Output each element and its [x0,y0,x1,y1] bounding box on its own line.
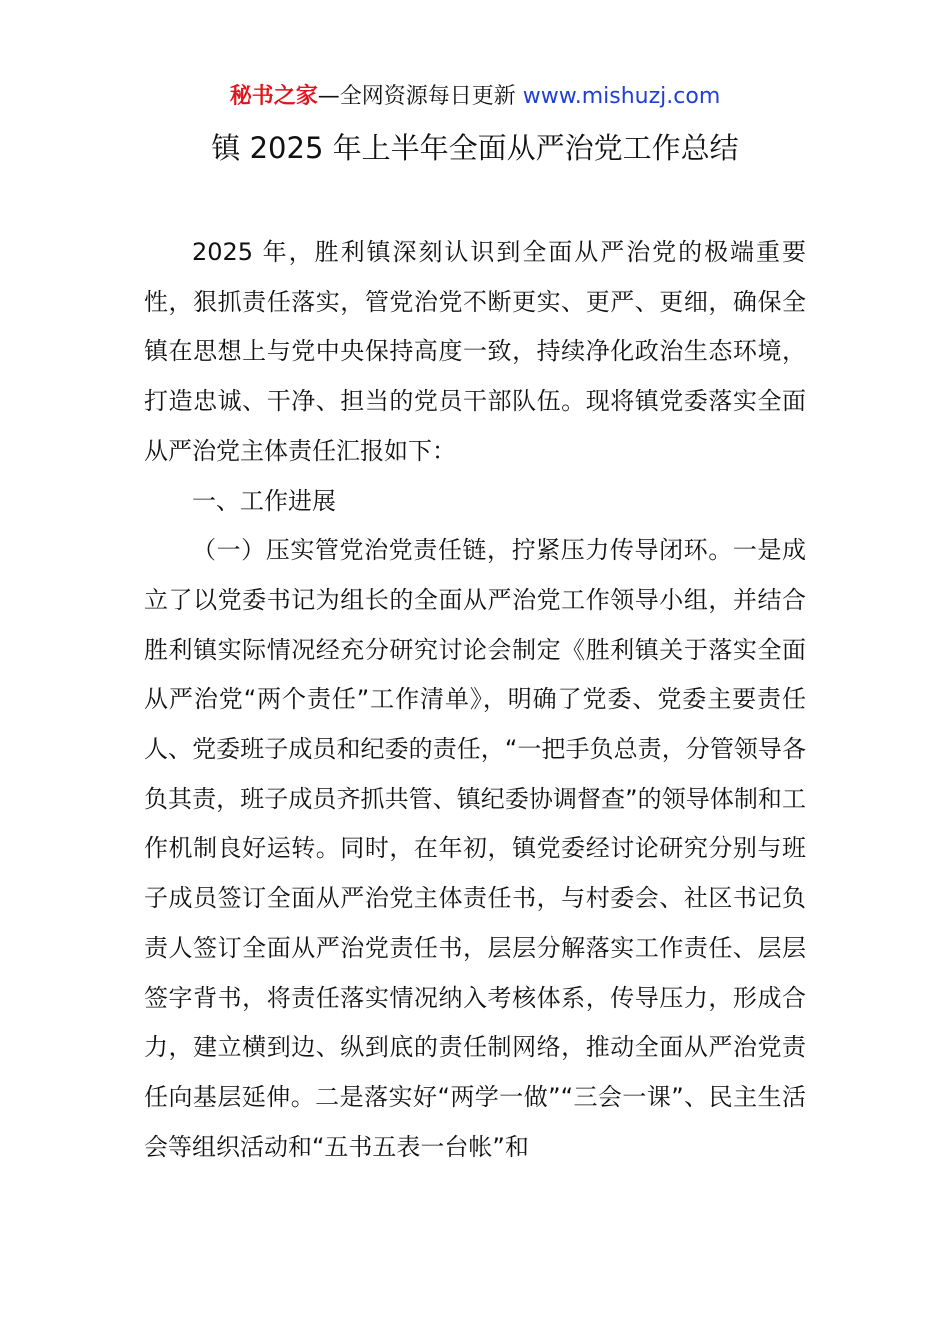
subsection-paragraph: （一）压实管党治党责任链，拧紧压力传导闭环。一是成立了以党委书记为组长的全面从严治党工作领导小组，并结合胜利镇实际情况经充分研究讨论会制定《胜利镇关于落实全面从严治党“两个责任”工作清单》，明确了党委、党委主要责任人、党委班子成员和纪委的责任，“一把手负总责，分管领导各负其责，班子成员齐抓共管、镇纪委协调督查”的领导体制和工作机制良好运转。同时，在年初，镇党委经讨论研究分别与班子成员签订全面从严治党主体责任书，与村委会、社区书记负责人签订全面从严治党责任书，层层分解落实工作责任、层层签字背书，将责任落实情况纳入考核体系，传导压力，形成合力，建立横到边、纵到底的责任制网络，推动全面从严治党责任向基层延伸。二是落实好“两学一做”“三会一课”、民主生活会等组织活动和“五书五表一台帐”和 [144,536,806,1161]
site-url-link[interactable]: www.mishuzj.com [522,84,721,109]
site-tagline: —全网资源每日更新 [317,84,523,109]
section-heading: 一、工作进展 [192,486,336,515]
document-title: 镇 2025 年上半年全面从严治党工作总结 [211,131,739,165]
intro-paragraph: 2025 年，胜利镇深刻认识到全面从严治党的极端重要性，狠抓责任落实，管党治党不断更实、更严、更细，确保全镇在思想上与党中央保持高度一致，持续净化政治生态环境，打造忠诚、干净、担当的党员干部队伍。现将镇党委落实全面从严治党主体责任汇报如下： [144,238,806,465]
site-brand: 秘书之家 [229,84,318,109]
site-header [0,82,950,112]
document-body [144,228,806,1172]
